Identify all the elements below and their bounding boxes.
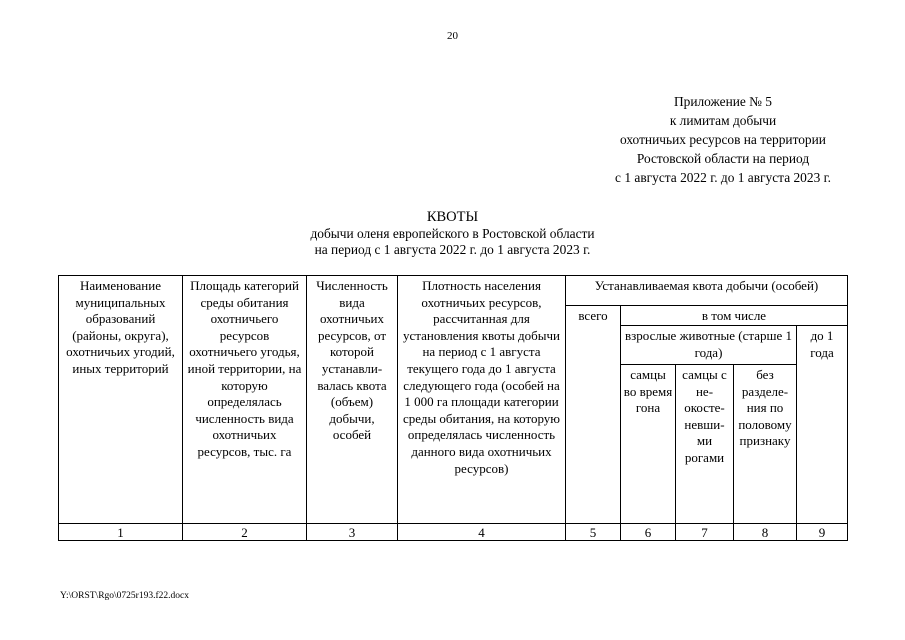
column-number: 8: [734, 524, 797, 541]
title-line-2: добычи оленя европейского в Ростовской области: [310, 226, 595, 241]
appendix-line: к лимитам добычи: [669, 113, 777, 128]
quota-header: Устанавливаемая квота добычи (особей): [566, 276, 848, 306]
total-header: всего: [566, 306, 621, 524]
column-number: 6: [621, 524, 676, 541]
file-path-footer: Y:\ORST\Rgo\0725r193.f22.docx: [60, 591, 189, 601]
no-sex-header: без разделе-ния по половому признаку: [734, 365, 797, 524]
column-number: 9: [797, 524, 848, 541]
page-number: 20: [447, 30, 458, 42]
adults-header: взрослые животные (старше 1 года): [621, 326, 797, 365]
appendix-line: Приложение № 5: [673, 94, 773, 109]
col1-header: Наименование муниципальных образований (районы, округа), охотничьих угодий, иных территорий: [59, 276, 183, 524]
males-no-antlers-header: самцы с не-окосте-невши-ми рогами: [676, 365, 734, 524]
including-header: в том числе: [621, 306, 848, 326]
column-number: 5: [566, 524, 621, 541]
males-rut-header: самцы во время гона: [621, 365, 676, 524]
document-title: [0, 209, 905, 258]
title-main: КВОТЫ: [426, 209, 479, 225]
under-one-header: до 1 года: [797, 326, 848, 524]
column-number: 2: [183, 524, 307, 541]
col4-header: Плотность населения охотничьих ресурсов, рассчитанная для установления квоты добычи на период с 1 августа текущего года до 1 августа следующего года (особей на 1 000 га площади категории среды обитания, на которую определялась численность данного вида охотничьих ресурсов): [398, 276, 566, 524]
quota-table: [58, 275, 848, 541]
appendix-line: Ростовской области на период: [636, 151, 810, 166]
column-number: 7: [676, 524, 734, 541]
col2-header: Площадь категорий среды обитания охотничьего ресурсов охотничьего угодья, иной территории, на которую определялась численность вида охотничьих ресурсов, тыс. га: [183, 276, 307, 524]
appendix-block: [600, 92, 846, 187]
appendix-line: с 1 августа 2022 г. до 1 августа 2023 г.: [615, 170, 831, 185]
appendix-line: охотничьих ресурсов на территории: [620, 132, 826, 147]
title-line-3: на период с 1 августа 2022 г. до 1 августа 2023 г.: [314, 242, 591, 257]
column-number: 4: [398, 524, 566, 541]
col3-header: Численность вида охотничьих ресурсов, от которой устанавли-валась квота (объем) добычи, особей: [307, 276, 398, 524]
column-number: 3: [307, 524, 398, 541]
column-number: 1: [59, 524, 183, 541]
